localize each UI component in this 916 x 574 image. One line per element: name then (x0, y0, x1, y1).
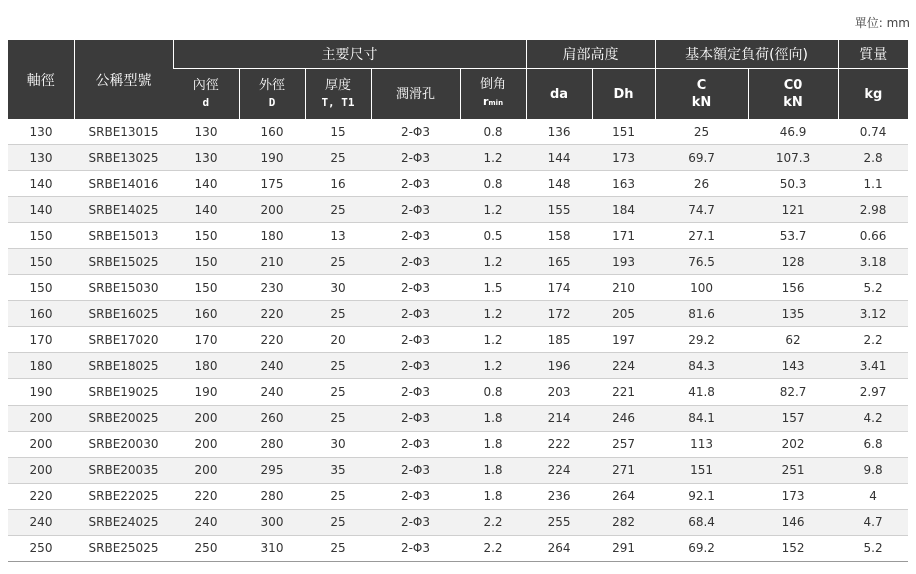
cell-thickness: 16 (305, 171, 371, 197)
cell-model-number: SRBE24025 (74, 509, 173, 535)
table-row (8, 249, 908, 275)
cell-chamfer: 0.8 (460, 379, 526, 405)
cell-lube-hole: 2-Φ3 (371, 119, 460, 145)
header-chamfer-symbol-sub: min (488, 99, 504, 107)
header-model-number: 公稱型號 (74, 40, 173, 119)
cell-model-number: SRBE20030 (74, 431, 173, 457)
header-mass: 質量 (838, 40, 908, 69)
table-row (8, 197, 908, 223)
cell-mass: 2.8 (838, 145, 908, 171)
cell-shaft-diameter: 150 (8, 249, 74, 275)
cell-model-number: SRBE14016 (74, 171, 173, 197)
cell-outer-diameter: 300 (239, 509, 305, 535)
header-c0-unit: kN (783, 95, 803, 110)
header-inner-diameter (173, 69, 239, 120)
cell-inner-diameter: 130 (173, 145, 239, 171)
cell-c: 74.7 (655, 197, 748, 223)
cell-dh: 246 (592, 405, 655, 431)
cell-model-number: SRBE15025 (74, 249, 173, 275)
table-row (8, 171, 908, 197)
header-c (655, 69, 748, 120)
cell-chamfer: 1.8 (460, 457, 526, 483)
cell-model-number: SRBE18025 (74, 353, 173, 379)
cell-inner-diameter: 130 (173, 119, 239, 145)
cell-lube-hole: 2-Φ3 (371, 171, 460, 197)
cell-outer-diameter: 175 (239, 171, 305, 197)
cell-thickness: 25 (305, 483, 371, 509)
cell-outer-diameter: 200 (239, 197, 305, 223)
cell-inner-diameter: 250 (173, 535, 239, 561)
header-outer-diameter-label: 外徑 (258, 78, 285, 93)
cell-dh: 173 (592, 145, 655, 171)
cell-c: 81.6 (655, 301, 748, 327)
cell-outer-diameter: 230 (239, 275, 305, 301)
cell-thickness: 25 (305, 197, 371, 223)
cell-outer-diameter: 240 (239, 353, 305, 379)
cell-chamfer: 1.8 (460, 431, 526, 457)
header-c-unit: kN (691, 95, 712, 110)
bearing-spec-table (8, 40, 908, 562)
cell-lube-hole: 2-Φ3 (371, 431, 460, 457)
cell-c0: 251 (748, 457, 838, 483)
cell-model-number: SRBE19025 (74, 379, 173, 405)
cell-mass: 3.41 (838, 353, 908, 379)
cell-model-number: SRBE15013 (74, 223, 173, 249)
cell-dh: 163 (592, 171, 655, 197)
table-row (8, 509, 908, 535)
cell-lube-hole: 2-Φ3 (371, 327, 460, 353)
cell-da: 236 (526, 483, 592, 509)
cell-dh: 257 (592, 431, 655, 457)
cell-dh: 197 (592, 327, 655, 353)
cell-mass: 2.98 (838, 197, 908, 223)
cell-da: 172 (526, 301, 592, 327)
cell-mass: 9.8 (838, 457, 908, 483)
cell-shaft-diameter: 200 (8, 457, 74, 483)
cell-mass: 0.66 (838, 223, 908, 249)
cell-c: 76.5 (655, 249, 748, 275)
header-thickness-label: 厚度 (324, 78, 351, 93)
cell-c0: 152 (748, 535, 838, 561)
cell-thickness: 20 (305, 327, 371, 353)
cell-c: 100 (655, 275, 748, 301)
cell-model-number: SRBE15030 (74, 275, 173, 301)
cell-inner-diameter: 240 (173, 509, 239, 535)
table-row (8, 275, 908, 301)
header-da: da (526, 69, 592, 120)
cell-outer-diameter: 280 (239, 483, 305, 509)
table-row (8, 145, 908, 171)
cell-mass: 0.74 (838, 119, 908, 145)
cell-dh: 171 (592, 223, 655, 249)
cell-mass: 3.12 (838, 301, 908, 327)
cell-dh: 151 (592, 119, 655, 145)
cell-shaft-diameter: 200 (8, 405, 74, 431)
cell-chamfer: 1.2 (460, 249, 526, 275)
cell-thickness: 25 (305, 405, 371, 431)
cell-shaft-diameter: 140 (8, 197, 74, 223)
header-c0 (748, 69, 838, 120)
cell-chamfer: 1.2 (460, 197, 526, 223)
cell-c: 29.2 (655, 327, 748, 353)
cell-outer-diameter: 280 (239, 431, 305, 457)
header-chamfer-label: 倒角 (480, 77, 507, 92)
cell-chamfer: 1.2 (460, 327, 526, 353)
header-shaft-diameter: 軸徑 (8, 40, 74, 119)
table-row (8, 223, 908, 249)
cell-lube-hole: 2-Φ3 (371, 301, 460, 327)
cell-c0: 121 (748, 197, 838, 223)
cell-mass: 5.2 (838, 275, 908, 301)
cell-model-number: SRBE16025 (74, 301, 173, 327)
cell-chamfer: 2.2 (460, 509, 526, 535)
cell-dh: 184 (592, 197, 655, 223)
cell-da: 224 (526, 457, 592, 483)
cell-c: 26 (655, 171, 748, 197)
cell-c0: 62 (748, 327, 838, 353)
cell-c0: 53.7 (748, 223, 838, 249)
cell-da: 185 (526, 327, 592, 353)
cell-model-number: SRBE20035 (74, 457, 173, 483)
cell-da: 148 (526, 171, 592, 197)
table-row (8, 353, 908, 379)
cell-chamfer: 0.8 (460, 171, 526, 197)
cell-shaft-diameter: 250 (8, 535, 74, 561)
cell-inner-diameter: 200 (173, 431, 239, 457)
cell-outer-diameter: 260 (239, 405, 305, 431)
cell-inner-diameter: 220 (173, 483, 239, 509)
cell-mass: 4.2 (838, 405, 908, 431)
cell-da: 155 (526, 197, 592, 223)
table-row (8, 301, 908, 327)
cell-thickness: 13 (305, 223, 371, 249)
cell-chamfer: 0.5 (460, 223, 526, 249)
table-row (8, 431, 908, 457)
header-main-dimensions: 主要尺寸 (173, 40, 526, 69)
cell-dh: 224 (592, 353, 655, 379)
header-outer-diameter (239, 69, 305, 120)
cell-c0: 202 (748, 431, 838, 457)
cell-shaft-diameter: 170 (8, 327, 74, 353)
cell-thickness: 25 (305, 353, 371, 379)
cell-inner-diameter: 200 (173, 457, 239, 483)
cell-model-number: SRBE22025 (74, 483, 173, 509)
cell-mass: 5.2 (838, 535, 908, 561)
cell-shaft-diameter: 160 (8, 301, 74, 327)
header-kg: kg (838, 69, 908, 120)
cell-c0: 146 (748, 509, 838, 535)
cell-lube-hole: 2-Φ3 (371, 197, 460, 223)
cell-shaft-diameter: 190 (8, 379, 74, 405)
cell-thickness: 30 (305, 431, 371, 457)
cell-thickness: 25 (305, 379, 371, 405)
cell-c0: 46.9 (748, 119, 838, 145)
table-body (8, 119, 908, 561)
cell-shaft-diameter: 130 (8, 145, 74, 171)
cell-dh: 205 (592, 301, 655, 327)
cell-outer-diameter: 160 (239, 119, 305, 145)
cell-model-number: SRBE14025 (74, 197, 173, 223)
cell-da: 144 (526, 145, 592, 171)
cell-lube-hole: 2-Φ3 (371, 275, 460, 301)
cell-da: 255 (526, 509, 592, 535)
cell-dh: 221 (592, 379, 655, 405)
cell-da: 203 (526, 379, 592, 405)
cell-inner-diameter: 150 (173, 223, 239, 249)
header-outer-diameter-symbol: D (268, 96, 276, 109)
cell-c0: 82.7 (748, 379, 838, 405)
cell-c: 68.4 (655, 509, 748, 535)
header-inner-diameter-label: 內徑 (192, 78, 219, 93)
cell-da: 158 (526, 223, 592, 249)
cell-outer-diameter: 220 (239, 301, 305, 327)
cell-thickness: 25 (305, 249, 371, 275)
cell-dh: 193 (592, 249, 655, 275)
cell-mass: 2.2 (838, 327, 908, 353)
header-lube-hole: 潤滑孔 (371, 69, 460, 120)
cell-c0: 143 (748, 353, 838, 379)
header-thickness (305, 69, 371, 120)
cell-outer-diameter: 310 (239, 535, 305, 561)
cell-da: 222 (526, 431, 592, 457)
cell-chamfer: 1.2 (460, 145, 526, 171)
cell-outer-diameter: 190 (239, 145, 305, 171)
cell-outer-diameter: 220 (239, 327, 305, 353)
cell-c0: 128 (748, 249, 838, 275)
cell-thickness: 15 (305, 119, 371, 145)
cell-thickness: 25 (305, 535, 371, 561)
cell-c: 92.1 (655, 483, 748, 509)
header-basic-load-rating: 基本額定負荷(徑向) (655, 40, 838, 69)
cell-c: 25 (655, 119, 748, 145)
cell-thickness: 35 (305, 457, 371, 483)
cell-chamfer: 1.2 (460, 353, 526, 379)
cell-thickness: 25 (305, 301, 371, 327)
cell-chamfer: 2.2 (460, 535, 526, 561)
cell-c: 41.8 (655, 379, 748, 405)
cell-model-number: SRBE25025 (74, 535, 173, 561)
cell-shaft-diameter: 240 (8, 509, 74, 535)
cell-model-number: SRBE13025 (74, 145, 173, 171)
cell-mass: 3.18 (838, 249, 908, 275)
cell-lube-hole: 2-Φ3 (371, 223, 460, 249)
cell-c: 69.2 (655, 535, 748, 561)
cell-c0: 173 (748, 483, 838, 509)
cell-lube-hole: 2-Φ3 (371, 353, 460, 379)
cell-c0: 107.3 (748, 145, 838, 171)
cell-mass: 2.97 (838, 379, 908, 405)
cell-inner-diameter: 170 (173, 327, 239, 353)
cell-outer-diameter: 240 (239, 379, 305, 405)
cell-model-number: SRBE17020 (74, 327, 173, 353)
table-row (8, 379, 908, 405)
cell-da: 174 (526, 275, 592, 301)
cell-lube-hole: 2-Φ3 (371, 405, 460, 431)
cell-c0: 135 (748, 301, 838, 327)
cell-lube-hole: 2-Φ3 (371, 509, 460, 535)
header-c-symbol: C (696, 78, 707, 93)
cell-c: 84.3 (655, 353, 748, 379)
cell-inner-diameter: 180 (173, 353, 239, 379)
table-row (8, 535, 908, 561)
cell-chamfer: 0.8 (460, 119, 526, 145)
cell-lube-hole: 2-Φ3 (371, 249, 460, 275)
header-dh: Dh (592, 69, 655, 120)
cell-thickness: 30 (305, 275, 371, 301)
cell-dh: 291 (592, 535, 655, 561)
cell-shaft-diameter: 140 (8, 171, 74, 197)
cell-shaft-diameter: 180 (8, 353, 74, 379)
header-c0-symbol: C0 (783, 78, 803, 93)
unit-label: 單位: mm (854, 16, 910, 30)
cell-lube-hole: 2-Φ3 (371, 145, 460, 171)
cell-da: 136 (526, 119, 592, 145)
cell-c: 27.1 (655, 223, 748, 249)
cell-inner-diameter: 200 (173, 405, 239, 431)
cell-outer-diameter: 295 (239, 457, 305, 483)
table-row (8, 405, 908, 431)
cell-outer-diameter: 210 (239, 249, 305, 275)
cell-model-number: SRBE13015 (74, 119, 173, 145)
table-row (8, 119, 908, 145)
cell-mass: 1.1 (838, 171, 908, 197)
cell-da: 165 (526, 249, 592, 275)
cell-thickness: 25 (305, 509, 371, 535)
cell-c: 151 (655, 457, 748, 483)
cell-da: 214 (526, 405, 592, 431)
cell-chamfer: 1.2 (460, 301, 526, 327)
cell-mass: 6.8 (838, 431, 908, 457)
cell-da: 196 (526, 353, 592, 379)
header-thickness-symbol: T, T1 (321, 96, 355, 109)
cell-dh: 264 (592, 483, 655, 509)
cell-inner-diameter: 150 (173, 275, 239, 301)
cell-c0: 157 (748, 405, 838, 431)
cell-lube-hole: 2-Φ3 (371, 457, 460, 483)
table-row (8, 327, 908, 353)
cell-shaft-diameter: 150 (8, 223, 74, 249)
cell-chamfer: 1.8 (460, 483, 526, 509)
cell-chamfer: 1.5 (460, 275, 526, 301)
cell-mass: 4 (838, 483, 908, 509)
cell-inner-diameter: 140 (173, 197, 239, 223)
cell-inner-diameter: 140 (173, 171, 239, 197)
header-chamfer-symbol (483, 95, 503, 108)
cell-da: 264 (526, 535, 592, 561)
header-chamfer (460, 69, 526, 120)
table-row (8, 483, 908, 509)
cell-mass: 4.7 (838, 509, 908, 535)
cell-inner-diameter: 150 (173, 249, 239, 275)
cell-c0: 50.3 (748, 171, 838, 197)
cell-dh: 282 (592, 509, 655, 535)
cell-dh: 271 (592, 457, 655, 483)
cell-outer-diameter: 180 (239, 223, 305, 249)
cell-c: 84.1 (655, 405, 748, 431)
cell-c: 113 (655, 431, 748, 457)
cell-dh: 210 (592, 275, 655, 301)
cell-shaft-diameter: 220 (8, 483, 74, 509)
cell-inner-diameter: 160 (173, 301, 239, 327)
cell-inner-diameter: 190 (173, 379, 239, 405)
cell-lube-hole: 2-Φ3 (371, 483, 460, 509)
header-chamfer-symbol-r: r (482, 95, 489, 108)
cell-chamfer: 1.8 (460, 405, 526, 431)
table-row (8, 457, 908, 483)
cell-lube-hole: 2-Φ3 (371, 379, 460, 405)
cell-c0: 156 (748, 275, 838, 301)
header-inner-diameter-symbol: d (202, 96, 210, 109)
cell-c: 69.7 (655, 145, 748, 171)
cell-model-number: SRBE20025 (74, 405, 173, 431)
cell-thickness: 25 (305, 145, 371, 171)
cell-shaft-diameter: 200 (8, 431, 74, 457)
header-shoulder-height: 肩部高度 (526, 40, 655, 69)
cell-shaft-diameter: 130 (8, 119, 74, 145)
cell-shaft-diameter: 150 (8, 275, 74, 301)
cell-lube-hole: 2-Φ3 (371, 535, 460, 561)
